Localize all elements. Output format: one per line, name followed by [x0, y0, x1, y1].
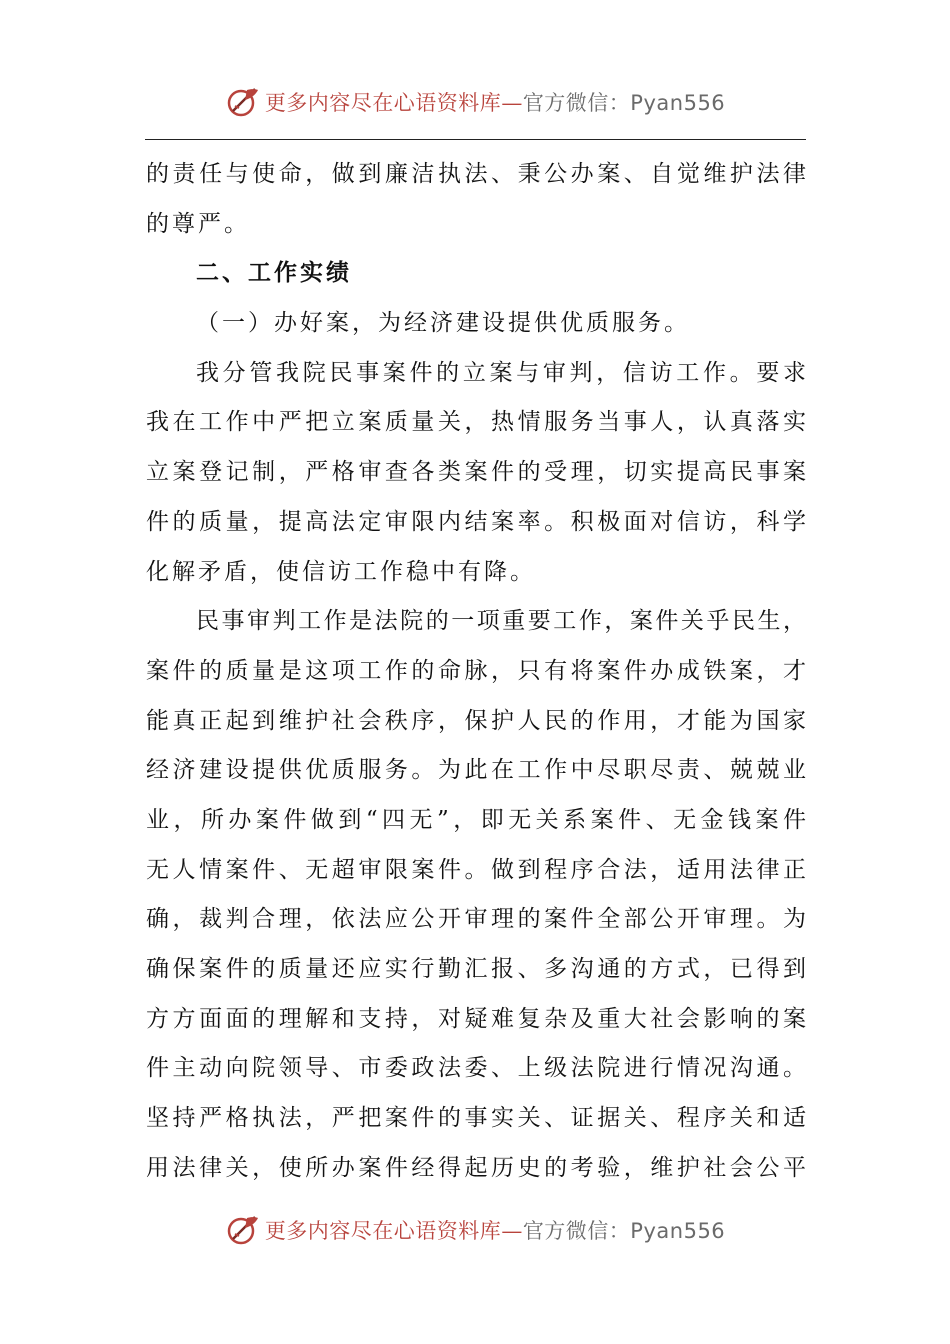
text-line: （一）办好案，为经济建设提供优质服务。 [196, 310, 690, 337]
header-banner [0, 82, 950, 122]
text-line: 案件的质量是这项工作的命脉，只有将案件办成铁案，才 [146, 657, 806, 684]
text-line: 化解矛盾，使信访工作稳中有降。 [146, 558, 536, 585]
text-line: 的尊严。 [146, 210, 250, 237]
text-line: 的责任与使命，做到廉洁执法、秉公办案、自觉维护法律 [146, 161, 806, 187]
document-body [146, 150, 806, 1193]
footer-wechat-text: 官方微信：Pyan556 [522, 1219, 726, 1243]
footer-library-text: 更多内容尽在心语资料库 [264, 1219, 502, 1243]
header-wechat-text: 官方微信：Pyan556 [522, 91, 726, 115]
text-line: 立案登记制，严格审查各类案件的受理，切实提高民事案 [146, 459, 806, 486]
text-line: 我在工作中严把立案质量关，热情服务当事人，认真落实 [146, 409, 806, 436]
quill-seal-logo-icon [225, 84, 261, 120]
text-line: 确保案件的质量还应实行勤汇报、多沟通的方式，已得到 [146, 956, 806, 982]
footer-dash: — [501, 1219, 523, 1243]
text-line: 无人情案件、无超审限案件。做到程序合法，适用法律正 [146, 856, 806, 883]
quill-seal-logo-icon [225, 1212, 261, 1248]
text-line: 确，裁判合理，依法应公开审理的案件全部公开审理。为 [146, 906, 806, 933]
text-line: 我分管我院民事案件的立案与审判，信访工作。要求 [196, 359, 806, 386]
header-dash: — [501, 91, 523, 115]
footer-banner [0, 1210, 950, 1250]
text-line: 用法律关，使所办案件经得起历史的考验，维护社会公平 [146, 1154, 806, 1181]
text-line: 经济建设提供优质服务。为此在工作中尽职尽责、兢兢业 [146, 757, 806, 784]
text-line: 能真正起到维护社会秩序，保护人民的作用，才能为国家 [146, 707, 806, 734]
text-line: 件主动向院领导、市委政法委、上级法院进行情况沟通。 [146, 1055, 806, 1082]
text-line: 业，所办案件做到“四无”，即无关系案件、无金钱案件 [146, 806, 806, 833]
text-line: 件的质量，提高法定审限内结案率。积极面对信访，科学 [146, 508, 806, 535]
header-rule [145, 139, 806, 140]
header-library-text: 更多内容尽在心语资料库 [264, 91, 502, 115]
section-heading: 二、工作实绩 [196, 260, 352, 287]
header-text [265, 87, 725, 117]
footer-text [265, 1215, 725, 1245]
text-line: 方方面面的理解和支持，对疑难复杂及重大社会影响的案 [146, 1005, 806, 1032]
text-line: 民事审判工作是法院的一项重要工作，案件关乎民生， [196, 608, 806, 635]
text-line: 坚持严格执法，严把案件的事实关、证据关、程序关和适 [146, 1105, 806, 1132]
